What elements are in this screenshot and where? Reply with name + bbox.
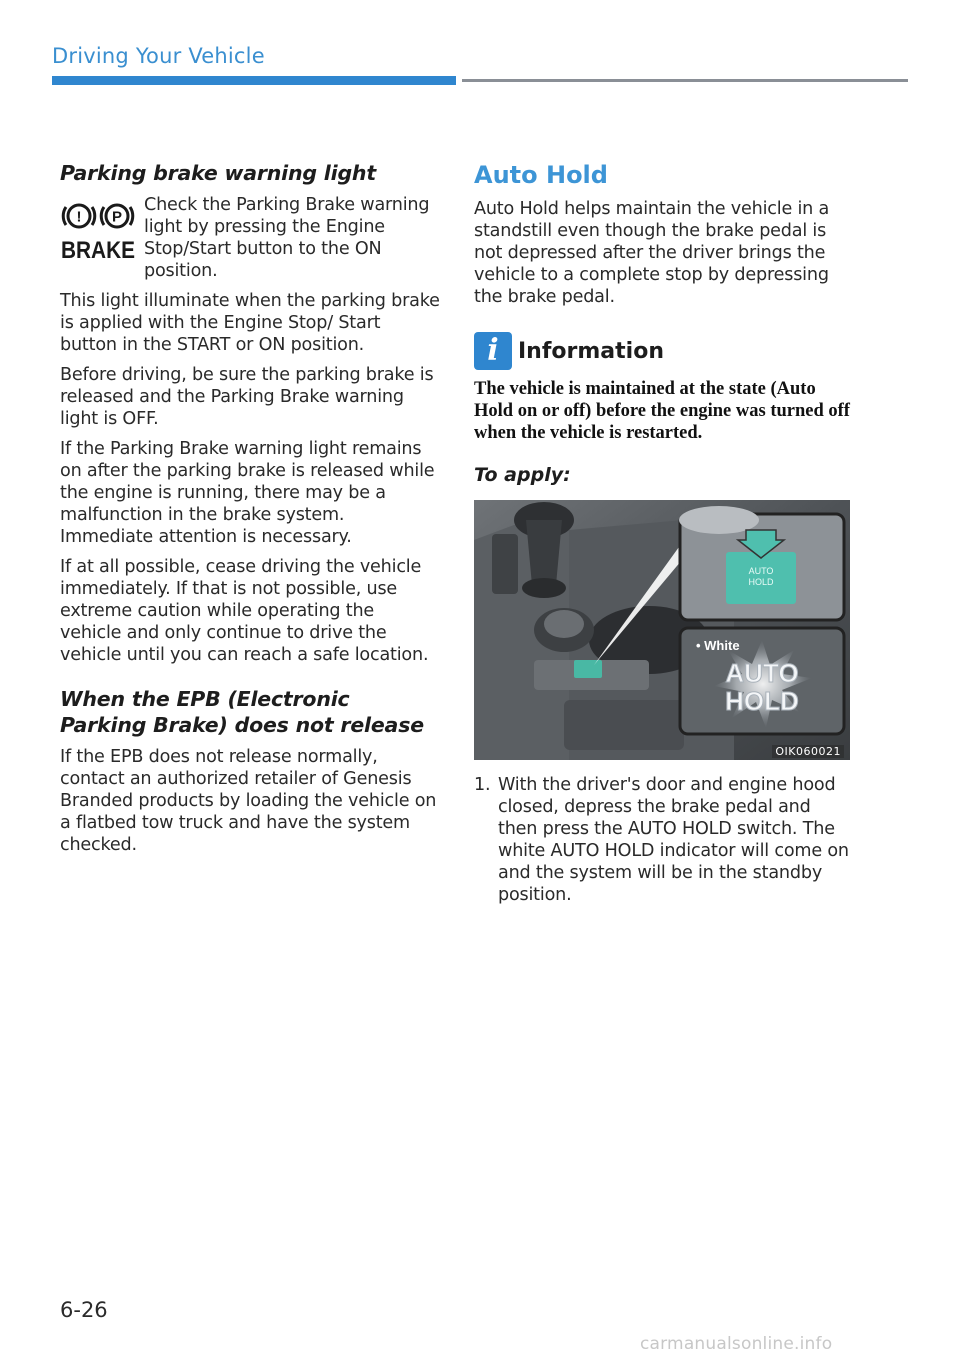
icon-exclamation: !	[76, 208, 82, 226]
step-text: With the driver's door and engine hood closed, depress the brake pedal and then press the AUTO HOLD switch. The white AUTO HOLD indicator will come on and the system will be in the standby position.	[498, 775, 849, 905]
right-column	[474, 160, 854, 906]
information-icon-glyph: i	[487, 333, 499, 368]
left-column	[60, 160, 440, 856]
watermark: carmanualsonline.info	[640, 1334, 833, 1354]
white-indicator-label: • White	[696, 638, 740, 653]
header-rule	[462, 79, 908, 82]
parking-brake-heading: Parking brake warning light	[60, 161, 376, 185]
icon-brake-text: BRAKE	[61, 237, 135, 264]
information-text: The vehicle is maintained at the state (Auto Hold on or off) before the engine was turned off when the vehicle is restarted.	[474, 379, 850, 443]
epb-heading: When the EPB (Electronic Parking Brake) does not release	[60, 687, 424, 737]
auto-hold-paragraph: Auto Hold helps maintain the vehicle in a standstill even though the brake pedal is not depressed after the driver brings the vehicle to a complete stop by depressing the brake pedal.	[474, 199, 830, 307]
paragraph: If at all possible, cease driving the vehicle immediately. If that is not possible, use extreme caution while operating the vehicle and only continue to drive the vehicle until you can reach a safe location.	[60, 557, 429, 665]
parking-brake-warning	[60, 194, 440, 282]
icon-p-letter: P	[111, 208, 123, 226]
auto-hold-heading: Auto Hold	[474, 161, 608, 189]
section-title: Driving Your Vehicle	[52, 44, 265, 68]
paragraph: If the Parking Brake warning light remains on after the parking brake is released while the engine is running, there may be a malfunction in the brake system. Immediate attention is necessary.	[60, 439, 435, 547]
information-icon	[474, 332, 512, 370]
auto-hold-illustration	[474, 500, 850, 760]
step-number: 1.	[474, 775, 491, 795]
inset-button-text-2: HOLD	[748, 577, 774, 587]
indicator-text-2: HOLD	[725, 686, 799, 716]
parking-brake-warning-icon	[60, 200, 136, 262]
figure-code: OIK060021	[772, 745, 844, 758]
to-apply-heading: To apply:	[474, 464, 571, 486]
auto-hold-illustration-graphic	[474, 500, 850, 760]
information-label: Information	[518, 338, 664, 364]
inset-button-text-1: AUTO	[748, 566, 774, 576]
header-accent-bar	[52, 76, 456, 85]
paragraph: This light illuminate when the parking brake is applied with the Engine Stop/ Start button in the START or ON position.	[60, 291, 440, 355]
page-number: 6-26	[60, 1298, 108, 1322]
information-header	[474, 332, 854, 370]
epb-paragraph: If the EPB does not release normally, contact an authorized retailer of Genesis Branded products by loading the vehicle on a flatbed tow truck and have the system checked.	[60, 747, 437, 855]
step-item	[474, 774, 854, 906]
paragraph: Before driving, be sure the parking brake is released and the Parking Brake warning light is OFF.	[60, 365, 434, 429]
warning-light-text: Check the Parking Brake warning light by pressing the Engine Stop/Start button to the ON position.	[144, 195, 430, 281]
indicator-text-1: AUTO	[725, 658, 799, 688]
